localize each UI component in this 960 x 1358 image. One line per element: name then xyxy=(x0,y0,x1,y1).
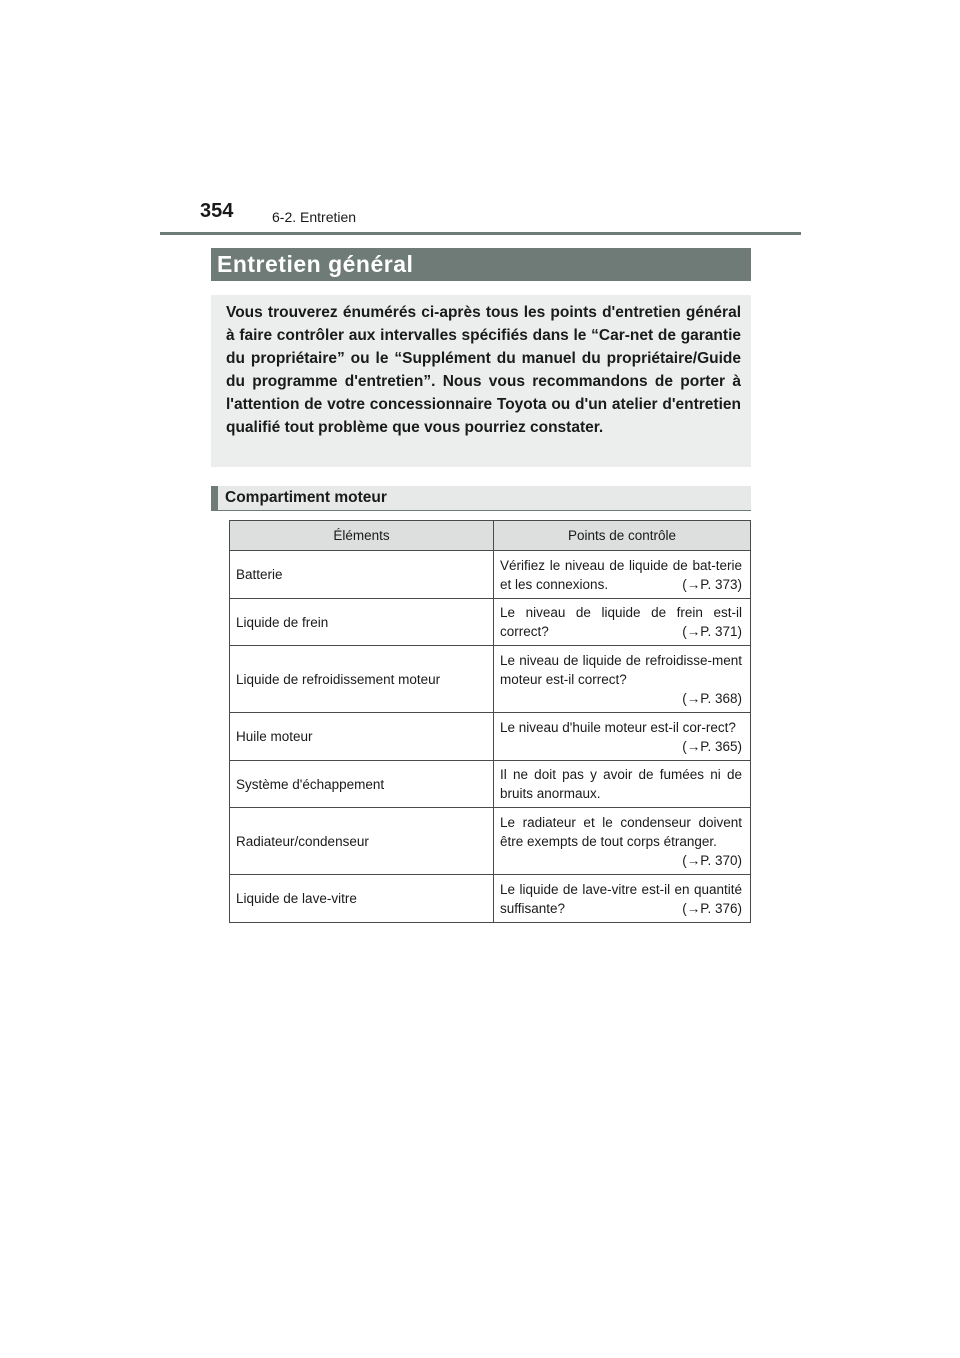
checkpoint-text: Vérifiez le niveau de liquide de bat-terie et les connexions. xyxy=(500,557,742,592)
page-reference: (→P. 370) xyxy=(682,852,742,868)
table-cell-item: Liquide de refroidissement moteur xyxy=(230,646,494,713)
table-cell-point xyxy=(494,646,751,713)
table-row xyxy=(230,713,751,761)
checkpoint-text: Le radiateur et le condenseur doivent être exempts de tout corps étranger. xyxy=(500,814,742,849)
table-cell-point xyxy=(494,808,751,875)
table-cell-item: Huile moteur xyxy=(230,713,494,761)
table-row xyxy=(230,646,751,713)
column-header-checkpoints: Points de contrôle xyxy=(494,521,751,551)
intro-box xyxy=(211,295,751,467)
subsection-bar xyxy=(211,486,751,511)
page-reference: (→P. 376) xyxy=(682,900,742,916)
table-cell-item: Système d'échappement xyxy=(230,761,494,808)
table-cell-item: Liquide de frein xyxy=(230,599,494,646)
column-header-items: Éléments xyxy=(230,521,494,551)
table-row xyxy=(230,808,751,875)
page-reference: (→P. 371) xyxy=(682,624,742,639)
table-cell-item: Batterie xyxy=(230,551,494,599)
table-row xyxy=(230,875,751,923)
table-cell-point xyxy=(494,599,751,646)
subsection-title: Compartiment moteur xyxy=(225,489,387,506)
intro-text: Vous trouverez énumérés ci-après tous les points d'entretien général à faire contrôler aux intervalles spécifiés dans le “Car-net de garantie du propriétaire” ou le “Supplément du manuel du propriétaire/Guide du programme d'entretien”. Nous vous recommandons de porter à l'attention de votre concessionnaire Toyota ou d'un atelier d'entretien qualifié tout problème que vous pourriez constater. xyxy=(226,304,741,436)
page-number: 354 xyxy=(200,200,234,222)
table-cell-item: Liquide de lave-vitre xyxy=(230,875,494,923)
table-header-row xyxy=(230,521,751,551)
page-reference: (→P. 373) xyxy=(682,576,742,592)
table-cell-point xyxy=(494,875,751,923)
checkpoint-text: Le niveau de liquide de frein est-il correct? xyxy=(500,605,742,639)
page-reference: (→P. 368) xyxy=(682,690,742,706)
table-row xyxy=(230,761,751,808)
checkpoint-text: Le niveau d'huile moteur est-il cor-rect? xyxy=(500,719,736,735)
page-reference: (→P. 365) xyxy=(682,738,742,754)
table-row xyxy=(230,599,751,646)
checkpoint-text: Le niveau de liquide de refroidisse-ment moteur est-il correct? xyxy=(500,652,742,687)
table-cell-point xyxy=(494,713,751,761)
table-row xyxy=(230,551,751,599)
title-bar xyxy=(211,248,751,281)
table-cell-point xyxy=(494,761,751,808)
checkpoint-text: Il ne doit pas y avoir de fumées ni de bruits anormaux. xyxy=(500,767,742,801)
page-title: Entretien général xyxy=(217,251,414,277)
maintenance-table xyxy=(229,520,751,923)
table-cell-point xyxy=(494,551,751,599)
table-cell-item: Radiateur/condenseur xyxy=(230,808,494,875)
header-rule xyxy=(160,232,801,235)
section-label: 6-2. Entretien xyxy=(272,209,357,225)
checkpoint-text: Le liquide de lave-vitre est-il en quantité suffisante? xyxy=(500,881,742,916)
